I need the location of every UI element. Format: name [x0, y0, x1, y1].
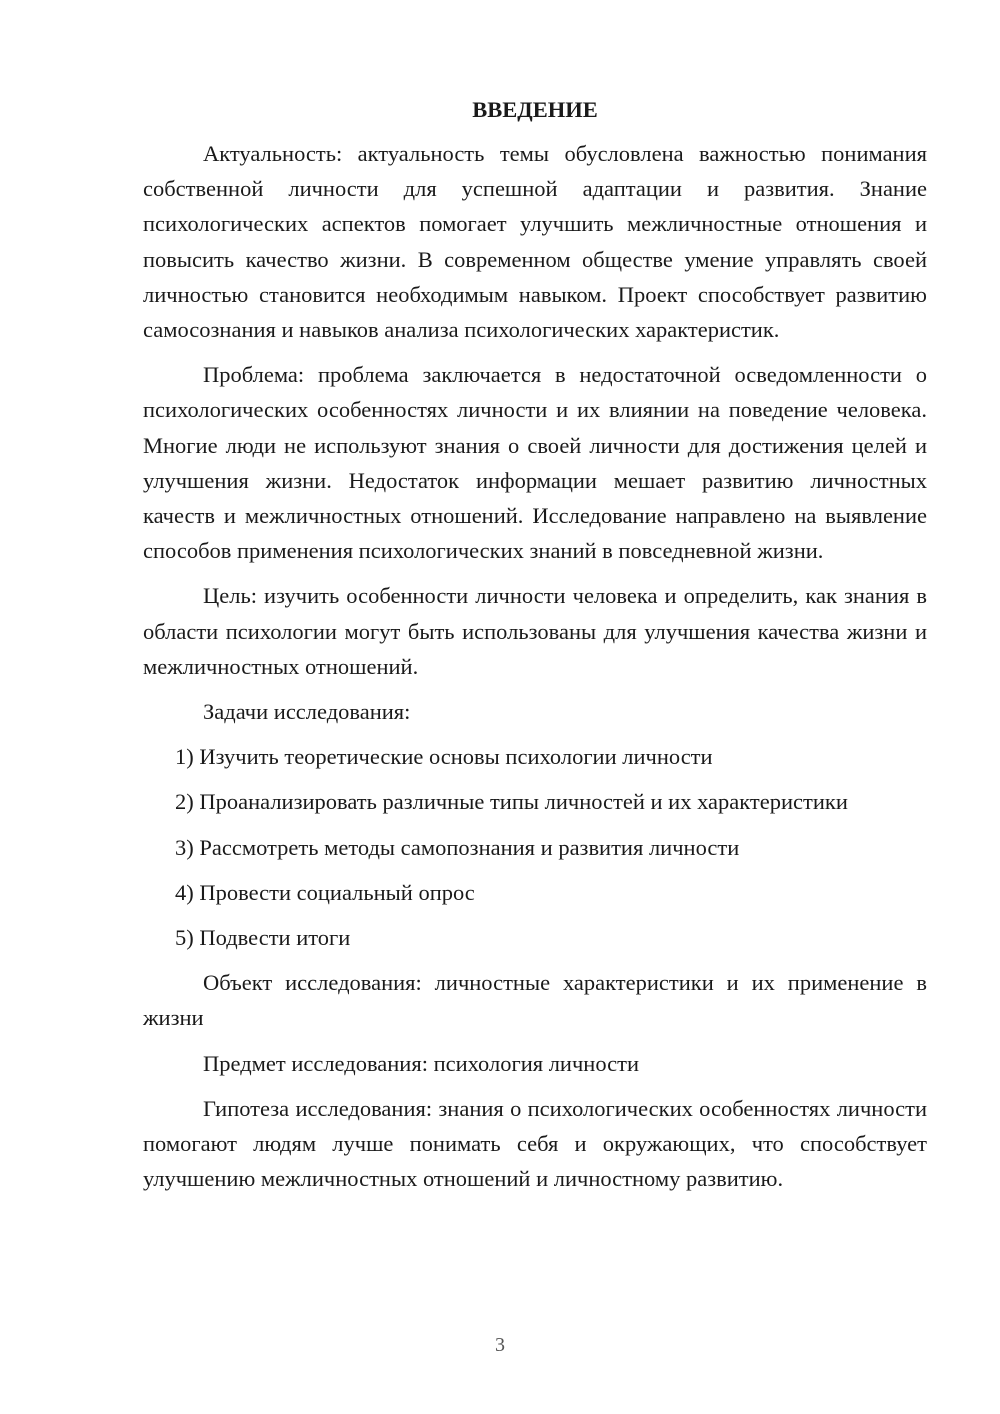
subject-paragraph: Предмет исследования: психология личности: [203, 1050, 640, 1076]
tasks-list: [143, 739, 927, 955]
list-item: 3) Рассмотреть методы самопознания и развития личности: [175, 834, 740, 860]
page-content: [143, 94, 927, 1206]
list-item: 1) Изучить теоретические основы психологии личности: [175, 744, 713, 770]
object-paragraph: Объект исследования: личностные характеристики и их применение в жизни: [143, 970, 927, 1031]
tasks-heading: Задачи исследования:: [203, 699, 411, 725]
list-item: 2) Проанализировать различные типы личностей и их характеристики: [175, 789, 848, 815]
page-title: ВВЕДЕНИЕ: [472, 97, 598, 122]
relevance-paragraph: Актуальность: актуальность темы обусловлена важностью понимания собственной личности для успешной адаптации и развития. Знание психологических аспектов помогает улучшить межличностные отношения и повысить качество жизни. В современном обществе умение управлять своей личностью становится необходимым навыком. Проект способствует развитию самосознания и навыков анализа психологических характеристик.: [143, 141, 927, 343]
hypothesis-paragraph: Гипотеза исследования: знания о психологических особенностях личности помогают людям лучше понимать себя и окружающих, что способствует улучшению межличностных отношений и личностному развитию.: [143, 1095, 927, 1192]
goal-paragraph: Цель: изучить особенности личности человека и определить, как знания в области психологии могут быть использованы для улучшения качества жизни и межличностных отношений.: [143, 583, 927, 679]
page-number: 3: [495, 1334, 505, 1356]
problem-paragraph: Проблема: проблема заключается в недостаточной осведомленности о психологических особенностях личности и их влиянии на поведение человека. Многие люди не используют знания о своей личности для достижения целей и улучшения жизни. Недостаток информации мешает развитию личностных качеств и межличностных отношений. Исследование направлено на выявление способов применения психологических знаний в повседневной жизни.: [143, 362, 927, 564]
list-item: 5) Подвести итоги: [175, 925, 351, 951]
list-item: 4) Провести социальный опрос: [175, 879, 475, 905]
